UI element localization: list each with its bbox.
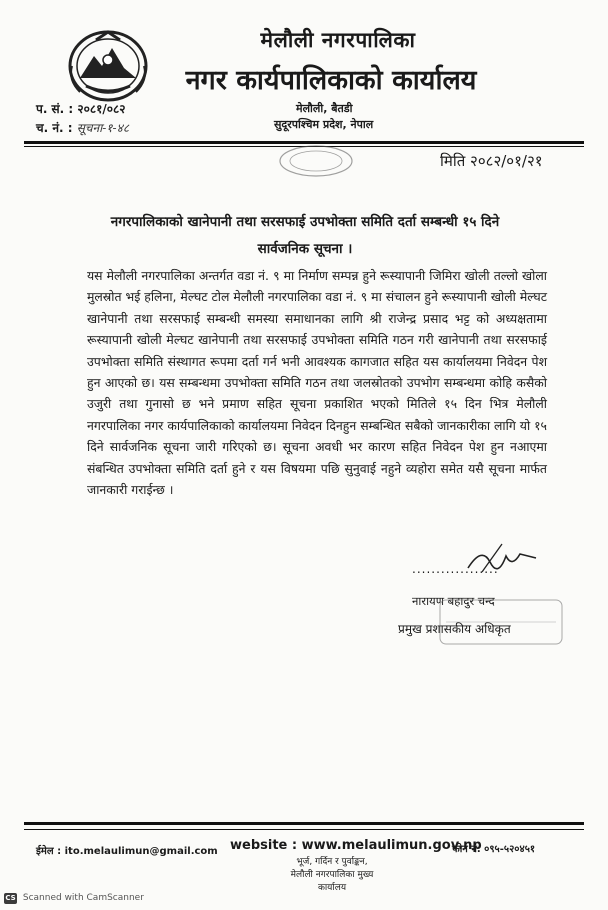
footer-address-line-2: मेलौली नगरपालिका मुख्य कार्यालय (290, 870, 374, 893)
reference-number-value: सूचना-१-४८ (76, 121, 130, 135)
notice-body: यस मेलौली नगरपालिका अन्तर्गत वडा नं. ९ मा निर्माण सम्पन्न हुने रूस्यापानी जिमिरा खोली तल्लो खोला मुलस्रोत भई हलिना, मेल्घट टोल मेलौली नगरपालिका वडा नं. ९ मा संचालन हुने रूस्यापानी खोली मेल्घट खानेपानी तथा सरसफाई सम्बन्धी समस्या समाधानका लागि श्री राजेन्द्र प्रसाद भट्ट को अध्यक्षतामा रूस्यापानी खोली मेल्घट खानेपानी तथा सरसफाई उपभोक्ता समिति गठन गरी खानेपानी तथा सरसफाई उपभोक्ता समिति संस्थागत रूपमा दर्ता गर्न भनी आवश्यक कागजात सहित यस कार्यालयमा निवेदन पेश हुन आएको छ। यस सम्बन्धमा उपभोक्ता समिति गठन तथा जलस्रोतको उपभोग सम्बन्धमा कोहि कसैको उजुरी तथा गुनासो छ भने प्रमाण सहित सूचना प्रकाशित भएको मितिले १५ दिन भित्र मेलौली नगरपालिका नगर कार्यपालिकाको कार्यालयमा निवेदन दिनहुन सम्बन्धित सबैको जानकारीका लागि यो १५ दिने सार्वजनिक सूचना जारी गरिएको छ। सूचना अवधी भर कारण सहित निवेदन पेश हुन नआएमा संबन्धित उपभोक्ता समिति दर्ता हुने र यस विषयमा पछि सुनुवाई नहुने व्यहोरा समेत यसै सूचना मार्फत जानकारी गराईन्छ । (87, 268, 547, 498)
footer-email: ईमेल : ito.melaulimun@gmail.com (36, 846, 218, 857)
subject-line-1: नगरपालिकाको खानेपानी तथा सरसफाई उपभोक्ता समिति दर्ता सम्बन्धी १५ दिने (110, 214, 500, 230)
office-name: नगर कार्यपालिकाको कार्यालय (185, 65, 477, 96)
footer-address (282, 856, 382, 895)
reference-fiscal-year: प. सं. : २०८१/०८२ (36, 102, 126, 116)
signature-line: .................. (412, 562, 499, 576)
scanner-watermark (4, 893, 144, 904)
subject-line-2: सार्वजनिक सूचना । (257, 241, 353, 257)
footer-address-line-1: भूर्ज, गर्दिन र पुर्वाङ्कन, (296, 857, 368, 867)
reference-number (36, 119, 129, 136)
footer-divider-thin (24, 829, 584, 830)
reference-number-label: च. नं. : (36, 121, 73, 135)
round-stamp-icon (276, 144, 356, 178)
footer-divider-thick (24, 822, 584, 825)
official-seal-icon (436, 596, 566, 648)
address-line-1: मेलौली, बैतडी (296, 102, 353, 115)
footer-phone: फोन नं. ०९५-५२०४५१ (452, 844, 536, 855)
address-line-2: सुदूरपश्चिम प्रदेश, नेपाल (274, 118, 374, 131)
footer-website: website : www.melaulimun.gov.np (230, 838, 482, 853)
notice-date: मिति २०८२/०१/२१ (440, 152, 543, 170)
nepal-emblem-icon (66, 26, 150, 104)
notice-subject (70, 209, 540, 263)
municipality-name: मेलौली नगरपालिका (260, 28, 416, 52)
scanner-watermark-text: Scanned with CamScanner (22, 893, 144, 903)
camscanner-logo-icon: CS (5, 894, 16, 902)
signer-designation: प्रमुख प्रशासकीय अधिकृत (398, 622, 511, 636)
signer-name: नारायण बहादुर चन्द (412, 594, 495, 608)
